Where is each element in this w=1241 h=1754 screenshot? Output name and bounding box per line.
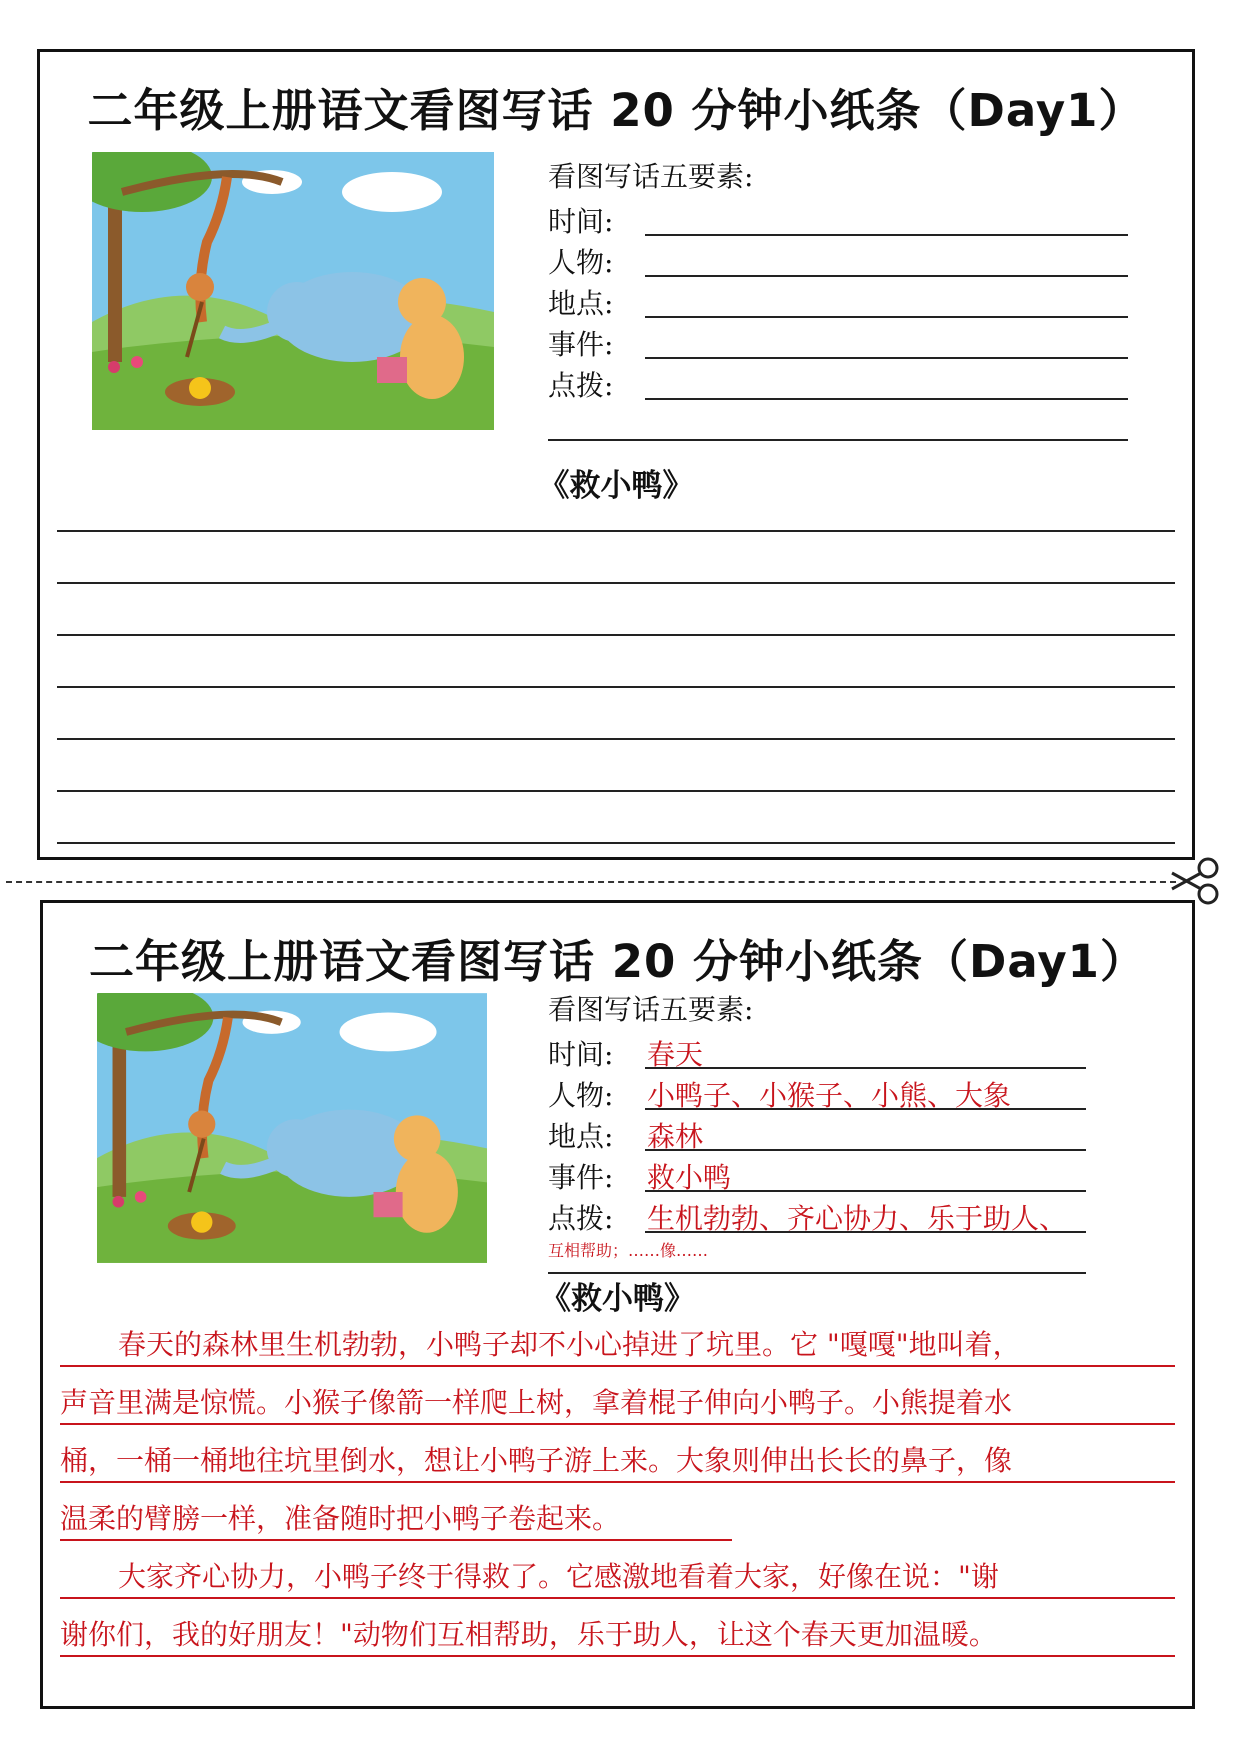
element-label: 事件: [548,328,614,361]
element-label: 地点: [548,1120,614,1153]
essay-line: 春天的森林里生机勃勃，小鸭子却不小心掉进了坑里。它 "嘎嘎"地叫着， [60,1313,1175,1371]
element-label: 点拨: [548,1202,614,1235]
illustration-art [97,993,487,1263]
element-characters-row [548,239,1128,280]
time-answer: 春天 [647,1038,704,1071]
writing-line[interactable] [57,530,1175,532]
characters-answer: 小鸭子、小猴子、小熊、大象 [647,1079,1012,1112]
elements-heading: 看图写话五要素: [548,993,754,1026]
writing-line[interactable] [57,790,1175,792]
hints-answer: 生机勃勃、齐心协力、乐于助人、 [647,1202,1068,1235]
element-event-row [548,321,1128,362]
writing-line[interactable] [57,582,1175,584]
time-answer-line[interactable] [645,234,1128,236]
worksheet-card-answers [40,900,1195,1709]
worksheet-card-blank [37,49,1195,860]
writing-line[interactable] [57,842,1175,844]
illustration-art [92,152,494,430]
time-answer-line [645,1067,1086,1069]
element-label: 人物: [548,1079,614,1112]
story-illustration [92,152,494,430]
place-answer: 森林 [647,1120,704,1153]
place-answer-line [645,1149,1086,1151]
essay-line: 温柔的臂膀一样，准备随时把小鸭子卷起来。 [60,1487,1175,1545]
writing-line[interactable] [57,686,1175,688]
story-title: 《救小鸭》 [538,468,694,504]
hints-continuation: 互相帮助；……像…… [548,1241,709,1260]
event-answer-line[interactable] [645,357,1128,359]
hints-continuation-row [548,1236,1086,1277]
element-label: 点拨: [548,369,614,402]
element-label: 地点: [548,287,614,320]
essay-line: 桶，一桶一桶地往坑里倒水，想让小鸭子游上来。大象则伸出长长的鼻子，像 [60,1429,1175,1487]
writing-line[interactable] [57,634,1175,636]
essay-line: 大家齐心协力，小鸭子终于得救了。它感激地看着大家，好像在说："谢 [60,1545,1175,1603]
element-place-row [548,1113,1086,1154]
story-title: 《救小鸭》 [540,1281,695,1317]
element-label: 时间: [548,205,614,238]
model-essay [60,1313,1175,1661]
element-hints-row [548,362,1128,403]
scissors-icon [1168,856,1224,906]
element-time-row [548,198,1128,239]
five-elements-form [548,156,1128,444]
elements-heading: 看图写话五要素: [548,160,754,193]
place-answer-line[interactable] [645,316,1128,318]
worksheet-title: 二年级上册语文看图写话 20 分钟小纸条（Day1） [87,84,1145,137]
element-hints-row [548,1195,1086,1236]
cut-line [6,881,1176,883]
writing-line[interactable] [57,738,1175,740]
essay-line: 声音里满是惊慌。小猴子像箭一样爬上树，拿着棍子伸向小鸭子。小熊提着水 [60,1371,1175,1429]
element-label: 事件: [548,1161,614,1194]
event-answer: 救小鸭 [647,1161,732,1194]
element-label: 人物: [548,246,614,279]
element-place-row [548,280,1128,321]
hints-continuation-line[interactable] [548,439,1128,441]
element-time-row [548,1031,1086,1072]
hints-continuation-row [548,403,1128,444]
element-event-row [548,1154,1086,1195]
hints-answer-line[interactable] [645,398,1128,400]
story-illustration [97,993,487,1263]
five-elements-form [548,989,1086,1277]
essay-line: 谢你们，我的好朋友！"动物们互相帮助，乐于助人，让这个春天更加温暖。 [60,1603,1175,1661]
worksheet-title: 二年级上册语文看图写话 20 分钟小纸条（Day1） [89,935,1146,988]
characters-answer-line[interactable] [645,275,1128,277]
element-label: 时间: [548,1038,614,1071]
element-characters-row [548,1072,1086,1113]
